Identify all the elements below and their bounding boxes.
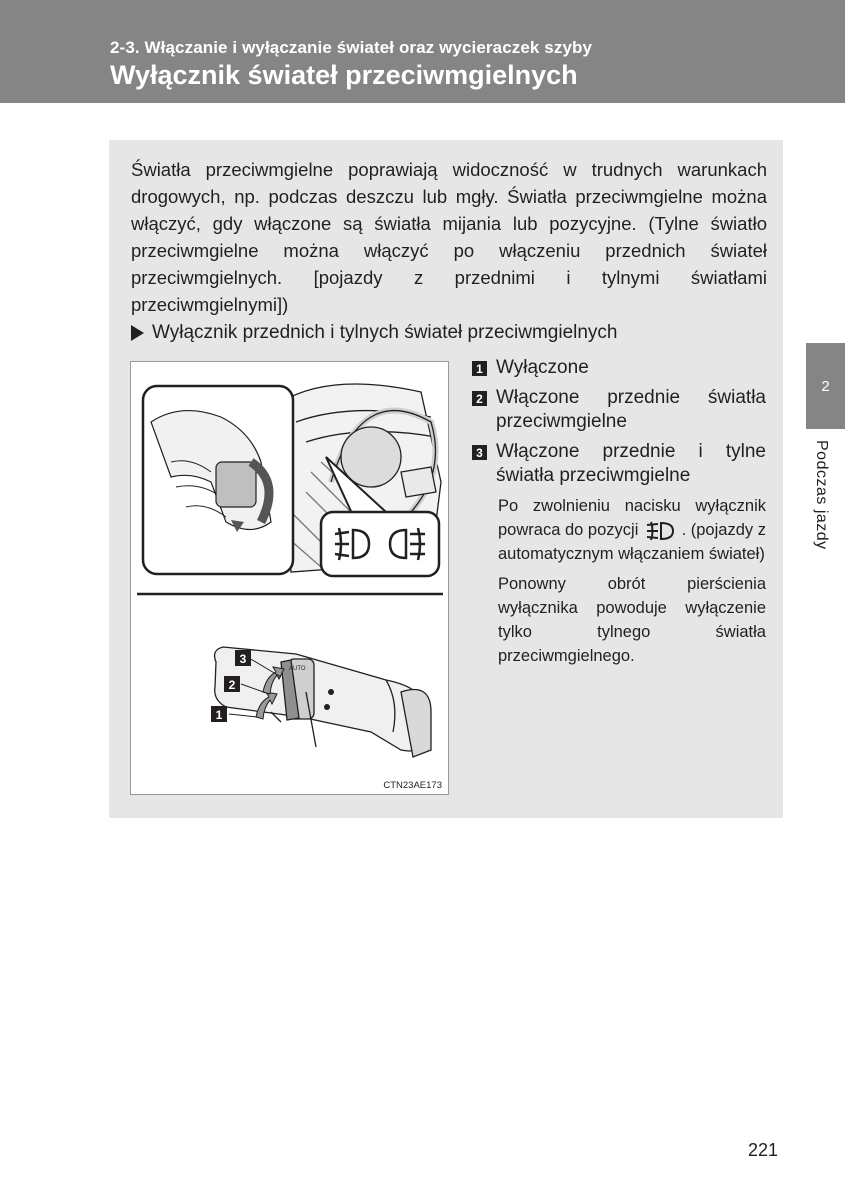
illustration-svg: [131, 362, 450, 796]
step-number: 1: [472, 361, 487, 376]
chapter-number: 2: [821, 377, 830, 395]
note-text-end: . (pojazdy z automatycznym włączaniem świateł): [498, 521, 766, 563]
page-header: [0, 0, 845, 103]
chapter-label: Podczas jazdy: [813, 440, 830, 550]
intro-paragraph: Światła przeciwmgielne poprawiają widoczność w trudnych warunkach drogowych, np. podczas deszczu lub mgły. Światła przeciwmgielne można włączyć, gdy włączone są światła mijania lub pozycyjne. (Tylne światło przeciwmgielne można włączyć po włączeniu przednich świateł przeciwmgielnych. [pojazdy z przednimi i tylnymi światłami przeciwmgielnymi]): [131, 159, 767, 315]
step-number: 2: [472, 391, 487, 406]
step-text: Wyłączone: [496, 357, 589, 378]
step-text: Włączone przednie światła przeciwmgielne: [496, 387, 766, 432]
bullet-text: Wyłącznik przednich i tylnych świateł przeciwmgielnych: [152, 322, 618, 343]
svg-text:AUTO: AUTO: [289, 666, 306, 672]
steps-list: [472, 356, 766, 674]
fog-switch-illustration: [130, 361, 449, 795]
front-fog-lamp-icon: [643, 520, 677, 542]
step-text: Włączone przednie i tylne światła przeciwmgielne: [496, 441, 766, 486]
triangle-bullet-icon: [131, 325, 144, 341]
step-number: 3: [472, 445, 487, 460]
callout-3-label: 3: [239, 652, 247, 666]
step-item: [472, 356, 766, 380]
section-bullet: [131, 322, 618, 344]
figure-code: CTN23AE173: [383, 780, 442, 791]
fog-icons-inset: [321, 512, 439, 576]
page-number: 221: [748, 1140, 779, 1160]
page-title: Wyłącznik świateł przeciwmgielnych: [110, 60, 578, 90]
callout-1-label: 1: [215, 708, 223, 722]
note-text-start: Po zwolnieniu nacisku wyłącznik powraca do pozycji: [498, 497, 766, 539]
section-subtitle: 2-3. Włączanie i wyłączanie świateł oraz wycieraczek szyby: [110, 38, 593, 57]
step-item: [472, 440, 766, 488]
hand-inset: [143, 386, 293, 574]
note-return-position: [498, 494, 766, 566]
callout-2-label: 2: [228, 678, 236, 692]
note-second-rotation: Ponowny obrót pierścienia wyłącznika powoduje wyłączenie tylko tylnego światła przeciwmgielnego.: [498, 575, 766, 665]
step-item: [472, 386, 766, 434]
chapter-tab: [806, 343, 845, 429]
